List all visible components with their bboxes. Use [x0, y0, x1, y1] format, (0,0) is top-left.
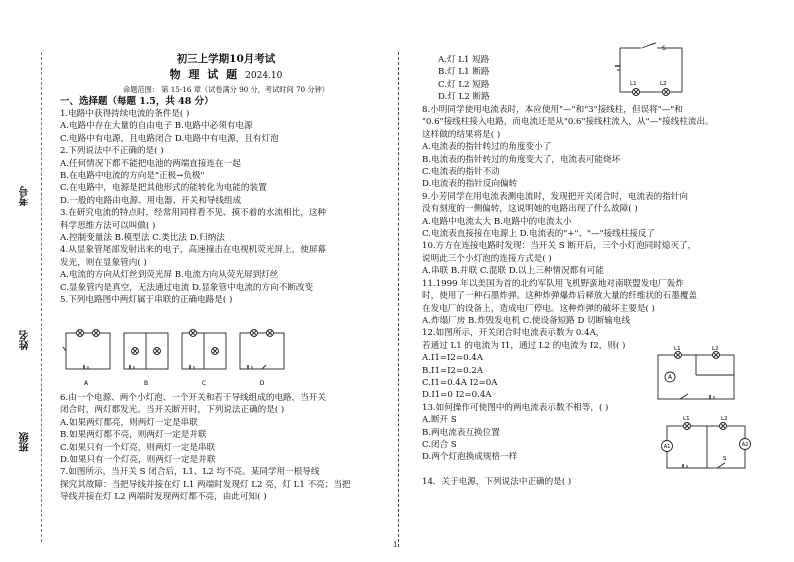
question-line: D.I1=0 I2=0.4A — [422, 390, 492, 401]
q5-label-a: A — [83, 380, 89, 387]
question-line: C.闭合 S — [422, 439, 457, 450]
binding-line — [41, 52, 42, 542]
q5-circuit-a — [63, 330, 110, 370]
question-line: C.灯 L2 短路 — [438, 79, 490, 90]
question-line: 2.下列说法中不正确的是( ) — [60, 146, 164, 157]
side-label-class: 班级 — [20, 432, 31, 452]
question-line: A.电路中存在大量的自由电子 B.电路中必须有电源 — [60, 121, 253, 132]
question-line: 4.从显象管尾部发射出来的电子，高速撞击在电视机荧光屏上，使屏幕 — [60, 245, 327, 256]
question-line: A.断开 S — [422, 415, 457, 426]
left-questions-continued — [60, 392, 392, 504]
question-line: 说明此三个小灯泡的连接方式是( ) — [422, 253, 552, 264]
q13-a2-label: A2 — [741, 442, 749, 448]
question-line: A.电流表的指针转过的角度变小了 — [422, 142, 552, 153]
question-line: 若通过 L1 的电流为 I1，通过 L2 的电流为 I2，则( ) — [422, 340, 626, 351]
question-line: D.两个灯泡换成规格一样 — [422, 452, 518, 463]
exam-year: 2024.10 — [245, 71, 283, 81]
question-line: A.电流的方向从灯丝到荧光屏 B.电流方向从荧光屏到灯丝 — [60, 270, 279, 281]
q5-circuit-c — [182, 330, 226, 370]
question-line: A.电路中电流太大 B.电路中的电流太小 — [422, 216, 572, 227]
question-line: D.灯 L2 断路 — [438, 92, 490, 103]
question-line: B.如果两灯都不亮，则两灯一定是并联 — [60, 430, 207, 441]
question-line: C.如果只有一个灯亮，则两灯一定是串联 — [60, 442, 216, 453]
question-line: 8.小明同学使用电流表时，本应使用"—"和"3"接线柱，但误将"—"和 — [422, 105, 683, 115]
q7-l1-label: L1 — [630, 81, 637, 87]
question-line: 6.由一个电源、两个小灯泡、一个开关和若干导线组成的电路，当开关 — [60, 393, 327, 403]
question-line: B.在电路中电流的方向是"正极→负极" — [60, 171, 205, 182]
question-line: A.I1=I2=0.4A — [422, 353, 483, 364]
question-line: 发光，则在显象管内( ) — [60, 257, 147, 268]
question-line: A.灯 L1 短路 — [438, 55, 490, 65]
section-title: 一、选择题（每题 1.5，共 48 分） — [60, 96, 214, 107]
column-divider — [398, 52, 399, 547]
q13-l2-label: L2 — [721, 416, 728, 422]
question-line: 导线并接在灯 L2 两端时发现两灯都不亮，由此可知( ) — [60, 492, 267, 503]
left-column — [60, 52, 392, 307]
q5-circuit-b — [124, 333, 168, 369]
question-line: B.电流表的指针转过的角度变大了，电流表可能烧坏 — [422, 154, 621, 165]
question-line: 1.电路中获得持续电流的条件是( ) — [60, 109, 190, 119]
question-line: C.电路中有电源，且电路闭合 D.电路中有电源，且有灯泡 — [60, 133, 279, 144]
question-line: C.在电路中，电源是把其他形式的能转化为电能的装置 — [60, 183, 267, 194]
question-line: 在发电厂的设备上，造成电厂停电。这种炸弹的破坏主要是( ) — [422, 303, 655, 314]
question-line: 闭合时，两灯都发光。当开关断开时，下列说法正确的是( ) — [60, 405, 285, 416]
exam-title: 初三上学期10月考试 — [176, 53, 276, 65]
question-line: 这样做的结果将是( ) — [422, 129, 501, 140]
left-column-continued — [60, 392, 392, 504]
page-number: 1 — [393, 541, 398, 549]
question-line: A.任何情况下都不能把电池的两端直接连在一起 — [60, 158, 241, 169]
question-line: "0.6"接线柱接入电路，而电流还是从"0.6"接线柱流入，从"—"接线柱流出。 — [422, 117, 714, 128]
question-line: 12.如图所示，开关闭合时电流表示数为 0.4A， — [422, 328, 605, 339]
q12-circuit-diagram — [650, 345, 742, 407]
question-line: 7.如图所示，当开关 S 闭合后，L1、L2 均不亮。某同学用一根导线 — [60, 467, 320, 478]
question-line: B.两电流表互换位置 — [422, 427, 500, 438]
q5-label-d: D — [259, 380, 265, 387]
question-line: C.电流表的指针不动 — [422, 167, 500, 178]
question-line: 10.方方在连接电路时发现：当开关 S 断开后，三个小灯泡同时熄灭了， — [422, 241, 697, 252]
question-line: 13.如何操作可使图中的两电流表示数不相等，( ) — [422, 402, 609, 413]
q12-l1-label: L1 — [674, 346, 681, 352]
q12-ammeter-label: A — [667, 374, 673, 381]
side-label-name: 姓名 — [20, 330, 31, 350]
question-line: C.I1=0.4A I2=0A — [422, 377, 498, 388]
left-questions — [60, 108, 392, 307]
question-line: 9.小芳同学在用电流表测电流时，发现把开关闭合时，电流表的指针向 — [422, 191, 689, 202]
exam-scope: 命题范围： 第 15-16 章（试卷满分 90 分，考试时间 70 分钟） — [123, 85, 329, 94]
question-line: 时，使用了一种石墨炸弹。这种炸弹爆炸后释放大量的纤维状的石墨覆盖 — [422, 291, 698, 302]
q13-a1-label: A1 — [663, 444, 671, 450]
question-line: 没有刻度的一侧偏转，这说明她的电路出现了什么故障( ) — [422, 204, 638, 215]
question-line: 11.1999 年以美国为首的北约军队用飞机野蛮地对南联盟发电厂轰炸 — [422, 278, 684, 289]
q13-circuit-diagram — [655, 412, 755, 474]
question-line: A.如果两灯都亮，则两灯一定是串联 — [60, 417, 198, 428]
question-line: D.电流表的指针反向偏转 — [422, 179, 518, 190]
q13-l1-label: L1 — [683, 416, 690, 422]
right-column-top — [438, 54, 778, 104]
q5-label-c: C — [201, 380, 207, 387]
exam-subject: 物 理 试 题 2024.10 — [169, 68, 283, 81]
question-line: 3.在研究电流的特点时，经常用同样看不见、摸不着的水流相比，这种 — [60, 208, 327, 219]
q5-label-b: B — [143, 380, 149, 387]
question-line: B.I1=I2=0.2A — [422, 365, 484, 376]
question-line: A.炸塌厂房 B.炸毁发电机 C.使设备短路 D 切断输电线 — [422, 315, 631, 326]
question-line: A.控制变量法 B.模型法 C.类比法 D.归纳法 — [60, 233, 225, 244]
q12-l2-label: L2 — [712, 346, 719, 352]
q5-circuit-diagrams — [62, 327, 287, 389]
question-line: D.如果只有一个灯亮，则两灯一定是并联 — [60, 455, 216, 466]
q7-switch-label: S — [662, 45, 666, 52]
q7-options — [438, 54, 778, 104]
question-line: B.灯 L1 断路 — [438, 67, 490, 78]
side-label-exam-no: 考号 — [20, 186, 31, 206]
question-line: A.串联 B.并联 C.混联 D.以上三种情况都有可能 — [422, 266, 604, 277]
question-line: C.电流表直接接在电源上 D.电流表的"+"、"—"接线柱接反了 — [422, 229, 656, 240]
question-line: D.一般的电路由电源、用电器、开关和导线组成 — [60, 195, 242, 206]
q5-circuit-d — [240, 330, 284, 370]
q13-switch-label: S — [723, 456, 727, 462]
q7-circuit-diagram — [612, 40, 692, 102]
question-line: 14．关于电源，下列说法中正确的是( ) — [422, 477, 572, 488]
question-line: 探究其故障：当把导线并接在灯 L1 两端时发现灯 L2 亮，灯 L1 不亮；当把 — [60, 479, 351, 490]
q7-l2-label: L2 — [660, 81, 667, 87]
question-line: C.显象管内是真空，无法通过电流 D.显象管中电流的方向不断改变 — [60, 282, 314, 293]
question-line: 5.下列电路图中两灯属于串联的正确电路是( ) — [60, 295, 233, 306]
question-line: 科学思维方法可以叫做( ) — [60, 220, 156, 231]
